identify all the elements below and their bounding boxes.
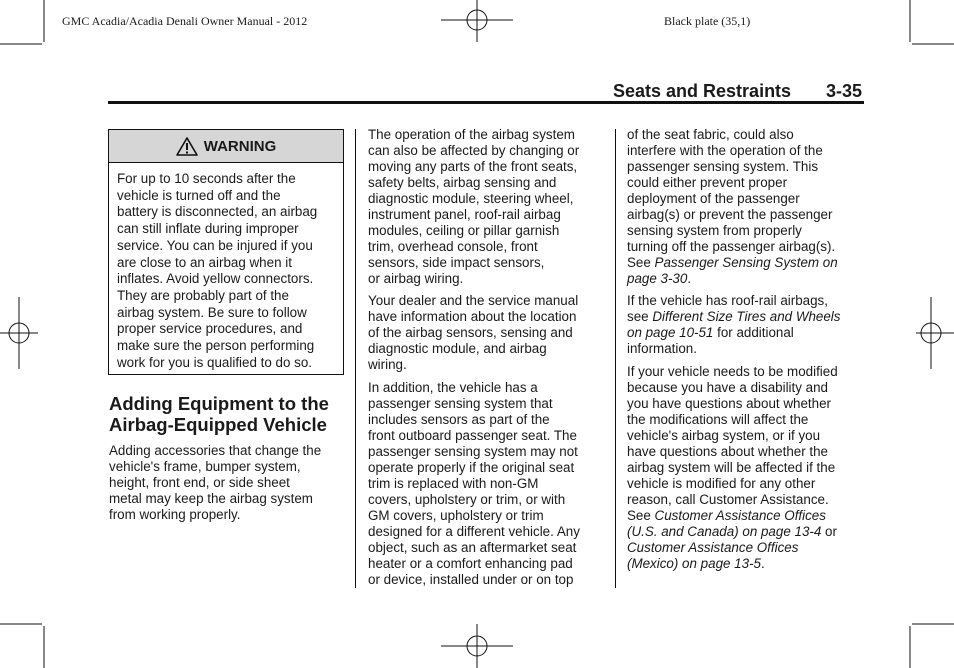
- warning-title: WARNING: [203, 137, 277, 155]
- link-customer-assistance-mexico[interactable]: Customer Assistance Offices: [627, 540, 799, 555]
- warning-header: [109, 130, 343, 163]
- paragraph-passenger-sensing: In addition, the vehicle has a passenger sensing system that includes sensors as part of the front outboard passenger seat. The passenger sensing system may not operate properly if the original seat trim is replaced with non-GM covers, upholstery or trim, or with GM covers, upholstery or trim designed for a different vehicle. Any object, such as an aftermarket seat heater or a comfort enhancing pad or device, installed under or on top: [368, 380, 580, 587]
- paragraph-vehicle-modified: If your vehicle needs to be modified because you have a disability and you have questions about whether the modifications will affect the vehicle's airbag system, or if you have questions about whether the airbag system will be affected if the vehicle is modified for any other reason, call Customer Assistance. See Customer Assistance Offices (U.S. and Canada) on page 13-4 or Customer Assistance Offices (Mexico) on page 13-5.: [627, 364, 838, 571]
- column-divider-1: [355, 129, 356, 588]
- link-tires-wheels[interactable]: Different Size Tires and Wheels: [652, 309, 841, 324]
- document-title: GMC Acadia/Acadia Denali Owner Manual - 2012: [62, 14, 308, 28]
- paragraph-airbag-operation: The operation of the airbag system can also be affected by changing or moving any parts of the front seats, safety belts, airbag sensing and diagnostic module, steering wheel, instrument panel, roof-rail airbag modules, ceiling or pillar garnish trim, overhead console, front sensors, side impact sensors, or airbag wiring.: [368, 127, 580, 286]
- header-rule: [108, 101, 864, 104]
- link-page-10-51[interactable]: on page 10-51: [627, 325, 714, 340]
- column-divider-2: [615, 129, 616, 588]
- link-page-3-30[interactable]: page 3-30: [627, 271, 688, 286]
- warning-triangle-icon: [176, 137, 198, 156]
- paragraph-seat-fabric: of the seat fabric, could also interfere with the operation of the passenger sensing system. This could either prevent proper deployment of the passenger airbag(s) or prevent the passenger sensing system from properly turning off the passenger airbag(s). See Passenger Sensing System on page 3-30.: [627, 127, 838, 286]
- link-customer-assistance-us[interactable]: Customer Assistance Offices: [654, 508, 826, 523]
- link-page-13-5[interactable]: (Mexico) on page 13-5: [627, 556, 761, 571]
- section-heading: Adding Equipment to the Airbag-Equipped Vehicle: [109, 393, 329, 435]
- paragraph-roof-rail: If the vehicle has roof-rail airbags, see Different Size Tires and Wheels on page 10-51 for additional information.: [627, 293, 841, 356]
- paragraph-dealer-info: Your dealer and the service manual have information about the location of the airbag sensors, sensing and diagnostic module, and airbag wiring.: [368, 293, 579, 372]
- plate-label: Black plate (35,1): [664, 14, 751, 28]
- warning-text: For up to 10 seconds after the vehicle is turned off and the battery is disconnected, an airbag can still inflate during improper service. You can be injured if you are close to an airbag when it inflates. Avoid yellow connectors. They are probably part of the airbag system. Be sure to follow proper service procedures, and make sure the person performing work for you is qualified to do so.: [117, 171, 318, 370]
- section-title: Seats and Restraints: [613, 81, 792, 101]
- link-page-13-4[interactable]: (U.S. and Canada) on page 13-4: [627, 524, 822, 539]
- paragraph-adding-accessories: Adding accessories that change the vehicle's frame, bumper system, height, front end, or side sheet metal may keep the airbag system from working properly.: [109, 443, 322, 522]
- page-number: 3-35: [826, 81, 863, 101]
- link-passenger-sensing[interactable]: Passenger Sensing System on: [654, 255, 838, 270]
- warning-box: [108, 129, 344, 375]
